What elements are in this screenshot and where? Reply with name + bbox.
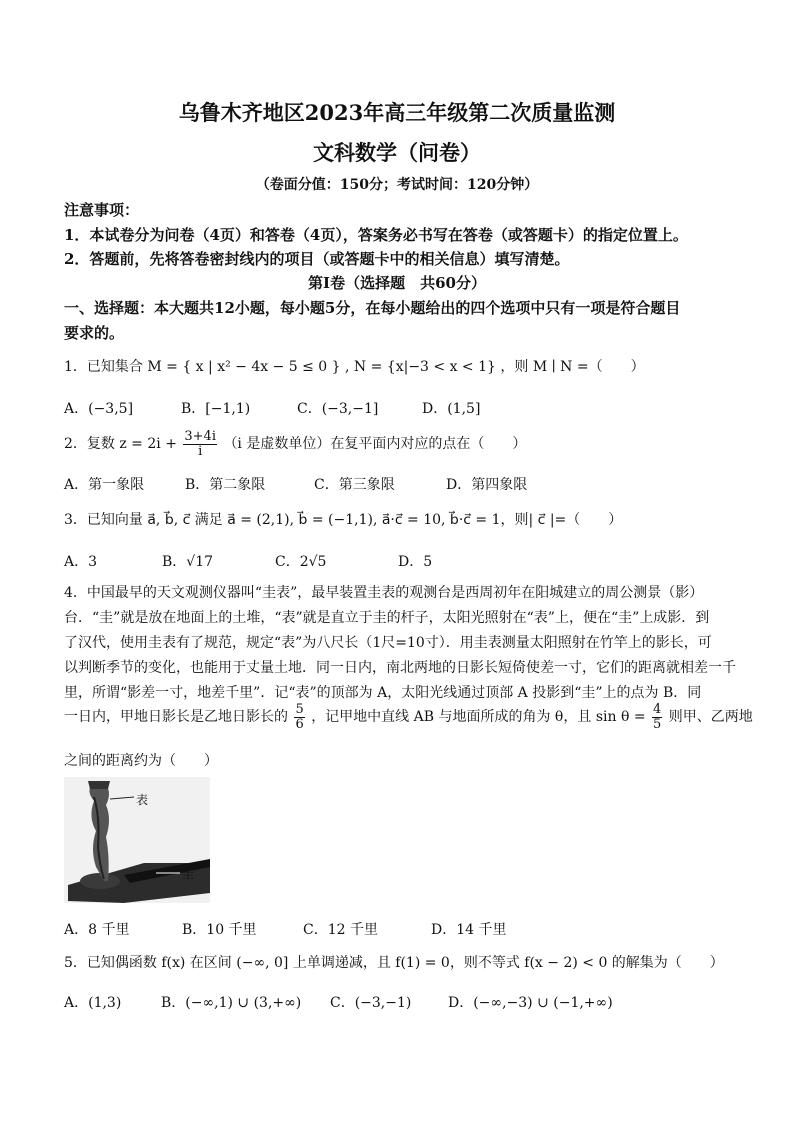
question-4-line-7: 之间的距离约为（ ） [64, 753, 218, 769]
question-3-option-d: D．5 [398, 554, 433, 570]
question-4-line-1: 4．中国最早的天文观测仪器叫“圭表”，最早装置圭表的观测台是西周初年在阳城建立的周公测景（影） [64, 585, 704, 601]
question-2-option-d: D．第四象限 [446, 477, 528, 493]
exam-subtitle: 文科数学（问卷） [313, 140, 481, 165]
figure-label-gui: 圭 [182, 867, 195, 881]
question-4-option-d: D．14 千里 [431, 922, 507, 938]
question-2-fraction [183, 430, 217, 458]
question-4-option-b: B．10 千里 [182, 922, 257, 938]
question-5-option-b: B．(−∞,1) ∪ (3,+∞) [161, 995, 302, 1011]
question-4-fraction-ratio-denominator: 6 [295, 716, 304, 732]
question-2-fraction-numerator: 3+4i [184, 429, 216, 444]
question-1-option-d: D．(1,5] [422, 401, 481, 417]
question-5-option-c: C．(−3,−1) [330, 995, 412, 1011]
question-1-option-a: A．(−3,5] [64, 401, 134, 417]
section-title: 第Ⅰ卷（选择题 共60分） [308, 274, 486, 292]
question-4-fraction-ratio [294, 703, 304, 731]
question-1-stem: 1．已知集合 M = { x | x² − 4x − 5 ≤ 0 } , N = {x|−3 < x < 1} ，则 M ∣ N =（ ） [64, 359, 645, 375]
question-2-option-c: C．第三象限 [314, 477, 395, 493]
question-4-line-6-pre: 一日内，甲地日影长是乙地日影长的 [64, 709, 288, 726]
question-2-option-a: A．第一象限 [64, 477, 145, 493]
question-4-line-4: 以判断季节的变化，也能用于丈量土地．同一日内，南北两地的日影长短倚使差一寸，它们的距离就相差一千 [64, 660, 736, 676]
question-5-stem: 5．已知偶函数 f(x) 在区间 (−∞, 0] 上单调递减，且 f(1) = 0，则不等式 f(x − 2) < 0 的解集为（ ） [64, 955, 724, 971]
question-4-option-a: A．8 千里 [64, 922, 130, 938]
question-3-option-c: C．2√5 [275, 554, 327, 570]
notes-item-2: 2．答题前，先将答卷密封线内的项目（或答题卡中的相关信息）填写清楚。 [64, 250, 570, 268]
question-1-option-c: C．(−3,−1] [297, 401, 379, 417]
question-4-line-6 [64, 703, 753, 731]
exam-info: （卷面分值：150分；考试时间：120分钟） [255, 177, 539, 193]
question-4-fraction-sin-denominator: 5 [653, 716, 662, 732]
section-intro-line-1: 一、选择题：本大题共12小题，每小题5分，在每小题给出的四个选项中只有一项是符合题目 [64, 299, 681, 317]
question-5-option-d: D．(−∞,−3) ∪ (−1,+∞) [448, 995, 613, 1011]
question-2-fraction-denominator: i [198, 443, 203, 459]
gnomon-figure [64, 777, 210, 903]
question-2-stem-post: （i 是虚数单位）在复平面内对应的点在（ ） [223, 436, 527, 453]
question-2-stem-pre: 2．复数 z = 2i + [64, 436, 177, 453]
question-2-option-b: B．第二象限 [185, 477, 266, 493]
question-4-line-5: 里，所谓“影差一寸，地差千里”．记“表”的顶部为 A，太阳光线通过顶部 A 投影到“圭”上的点为 B．同 [64, 685, 702, 701]
question-4-option-c: C．12 千里 [303, 922, 378, 938]
notes-heading: 注意事项： [64, 201, 140, 219]
question-4-line-6-mid: ，记甲地中直线 AB 与地面所成的角为 θ，且 sin θ = [311, 709, 646, 726]
question-4-fraction-sin [652, 703, 662, 731]
question-1-option-b: B．[−1,1) [181, 401, 251, 417]
section-intro-line-2: 要求的。 [64, 324, 125, 342]
question-4-fraction-sin-numerator: 4 [653, 702, 662, 717]
figure-label-biao: 表 [136, 793, 149, 807]
question-4-line-3: 了汉代，使用圭表有了规范，规定“表”为八尺长（1尺=10寸）．用圭表测量太阳照射在竹竿上的影长，可 [64, 635, 712, 651]
question-4-line-6-post: 则甲、乙两地 [668, 709, 753, 726]
notes-item-1: 1．本试卷分为问卷（4页）和答卷（4页），答案务必书写在答卷（或答题卡）的指定位置上。 [64, 226, 688, 244]
question-2-stem [64, 430, 526, 458]
question-3-option-b: B．√17 [162, 554, 214, 570]
exam-title: 乌鲁木齐地区2023年高三年级第二次质量监测 [178, 100, 616, 125]
question-3-option-a: A．3 [64, 554, 98, 570]
question-3-stem: 3．已知向量 a⃗, b⃗, c⃗ 满足 a⃗ = (2,1), b⃗ = (−1,1), a⃗·c⃗ = 10, b⃗·c⃗ = 1，则| c⃗ |=（ ） [64, 512, 623, 528]
question-5-option-a: A．(1,3) [64, 995, 122, 1011]
question-4-line-2: 台．“圭”就是放在地面上的土堆，“表”就是直立于圭的杆子，太阳光照射在“表”上，便在“圭”上成影．到 [64, 610, 710, 626]
question-4-fraction-ratio-numerator: 5 [295, 702, 304, 717]
